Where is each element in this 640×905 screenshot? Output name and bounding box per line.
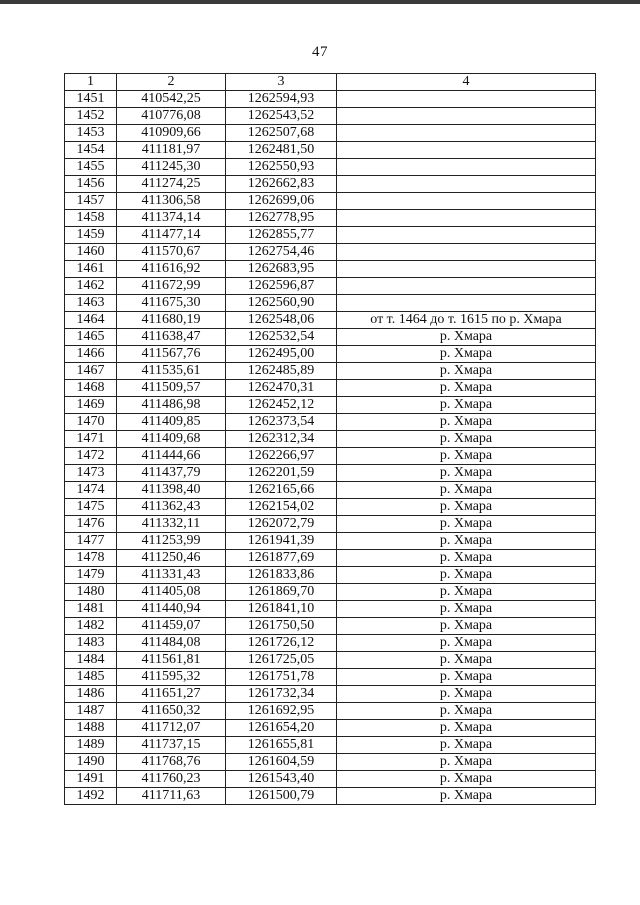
x-coordinate-cell: 411535,61: [117, 363, 226, 380]
table-body: [65, 91, 596, 805]
y-coordinate-cell: 1262596,87: [226, 278, 337, 295]
x-coordinate-cell: 411638,47: [117, 329, 226, 346]
y-coordinate-cell: 1261604,59: [226, 754, 337, 771]
x-coordinate-cell: 411570,67: [117, 244, 226, 261]
description-cell: р. Хмара: [337, 482, 596, 499]
x-coordinate-cell: 411274,25: [117, 176, 226, 193]
x-coordinate-cell: 411672,99: [117, 278, 226, 295]
description-cell: [337, 108, 596, 125]
point-number-cell: 1477: [65, 533, 117, 550]
y-coordinate-cell: 1261877,69: [226, 550, 337, 567]
point-number-cell: 1463: [65, 295, 117, 312]
x-coordinate-cell: 411486,98: [117, 397, 226, 414]
point-number-cell: 1453: [65, 125, 117, 142]
point-number-cell: 1483: [65, 635, 117, 652]
table-row: [65, 176, 596, 193]
y-coordinate-cell: 1262072,79: [226, 516, 337, 533]
point-number-cell: 1462: [65, 278, 117, 295]
y-coordinate-cell: 1261732,34: [226, 686, 337, 703]
x-coordinate-cell: 411398,40: [117, 482, 226, 499]
table-row: [65, 533, 596, 550]
table-row: [65, 754, 596, 771]
coordinates-table: [64, 73, 596, 805]
y-coordinate-cell: 1262312,34: [226, 431, 337, 448]
description-cell: р. Хмара: [337, 499, 596, 516]
point-number-cell: 1470: [65, 414, 117, 431]
table-row: [65, 142, 596, 159]
x-coordinate-cell: 411595,32: [117, 669, 226, 686]
table-row: [65, 312, 596, 329]
description-cell: р. Хмара: [337, 703, 596, 720]
description-cell: р. Хмара: [337, 448, 596, 465]
point-number-cell: 1460: [65, 244, 117, 261]
table-row: [65, 686, 596, 703]
y-coordinate-cell: 1262532,54: [226, 329, 337, 346]
point-number-cell: 1471: [65, 431, 117, 448]
x-coordinate-cell: 411484,08: [117, 635, 226, 652]
point-number-cell: 1458: [65, 210, 117, 227]
x-coordinate-cell: 411650,32: [117, 703, 226, 720]
point-number-cell: 1491: [65, 771, 117, 788]
point-number-cell: 1459: [65, 227, 117, 244]
description-cell: [337, 295, 596, 312]
description-cell: р. Хмара: [337, 720, 596, 737]
y-coordinate-cell: 1261869,70: [226, 584, 337, 601]
description-cell: р. Хмара: [337, 652, 596, 669]
point-number-cell: 1481: [65, 601, 117, 618]
y-coordinate-cell: 1261500,79: [226, 788, 337, 805]
description-cell: р. Хмара: [337, 635, 596, 652]
table-row: [65, 635, 596, 652]
point-number-cell: 1472: [65, 448, 117, 465]
table-row: [65, 108, 596, 125]
table-row: [65, 278, 596, 295]
y-coordinate-cell: 1261655,81: [226, 737, 337, 754]
point-number-cell: 1480: [65, 584, 117, 601]
description-cell: р. Хмара: [337, 601, 596, 618]
x-coordinate-cell: 410909,66: [117, 125, 226, 142]
point-number-cell: 1461: [65, 261, 117, 278]
table-row: [65, 465, 596, 482]
x-coordinate-cell: 411331,43: [117, 567, 226, 584]
x-coordinate-cell: 411616,92: [117, 261, 226, 278]
table-row: [65, 363, 596, 380]
y-coordinate-cell: 1261543,40: [226, 771, 337, 788]
table-row: [65, 91, 596, 108]
description-cell: [337, 261, 596, 278]
x-coordinate-cell: 411737,15: [117, 737, 226, 754]
table-row: [65, 499, 596, 516]
x-coordinate-cell: 411561,81: [117, 652, 226, 669]
x-coordinate-cell: 411374,14: [117, 210, 226, 227]
y-coordinate-cell: 1261726,12: [226, 635, 337, 652]
x-coordinate-cell: 410542,25: [117, 91, 226, 108]
point-number-cell: 1489: [65, 737, 117, 754]
table-row: [65, 261, 596, 278]
table-row: [65, 703, 596, 720]
y-coordinate-cell: 1262481,50: [226, 142, 337, 159]
y-coordinate-cell: 1262507,68: [226, 125, 337, 142]
description-cell: р. Хмара: [337, 754, 596, 771]
description-cell: р. Хмара: [337, 669, 596, 686]
description-cell: р. Хмара: [337, 397, 596, 414]
x-coordinate-cell: 411306,58: [117, 193, 226, 210]
x-coordinate-cell: 411477,14: [117, 227, 226, 244]
point-number-cell: 1467: [65, 363, 117, 380]
y-coordinate-cell: 1262154,02: [226, 499, 337, 516]
point-number-cell: 1468: [65, 380, 117, 397]
x-coordinate-cell: 411651,27: [117, 686, 226, 703]
table-row: [65, 329, 596, 346]
x-coordinate-cell: 410776,08: [117, 108, 226, 125]
table-row: [65, 159, 596, 176]
x-coordinate-cell: 411567,76: [117, 346, 226, 363]
y-coordinate-cell: 1261725,05: [226, 652, 337, 669]
page-number: 47: [312, 44, 328, 60]
description-cell: [337, 193, 596, 210]
point-number-cell: 1465: [65, 329, 117, 346]
scan-top-border: [0, 0, 640, 4]
column-header-point-number: 1: [65, 74, 117, 91]
y-coordinate-cell: 1261941,39: [226, 533, 337, 550]
y-coordinate-cell: 1262470,31: [226, 380, 337, 397]
x-coordinate-cell: 411181,97: [117, 142, 226, 159]
y-coordinate-cell: 1262778,95: [226, 210, 337, 227]
x-coordinate-cell: 411768,76: [117, 754, 226, 771]
y-coordinate-cell: 1262495,00: [226, 346, 337, 363]
description-cell: р. Хмара: [337, 737, 596, 754]
x-coordinate-cell: 411711,63: [117, 788, 226, 805]
description-cell: р. Хмара: [337, 567, 596, 584]
y-coordinate-cell: 1262165,66: [226, 482, 337, 499]
table-row: [65, 227, 596, 244]
table-row: [65, 771, 596, 788]
description-cell: р. Хмара: [337, 431, 596, 448]
x-coordinate-cell: 411712,07: [117, 720, 226, 737]
table-row: [65, 669, 596, 686]
description-cell: р. Хмара: [337, 516, 596, 533]
table-row: [65, 720, 596, 737]
y-coordinate-cell: 1262754,46: [226, 244, 337, 261]
point-number-cell: 1485: [65, 669, 117, 686]
description-cell: [337, 125, 596, 142]
x-coordinate-cell: 411437,79: [117, 465, 226, 482]
description-cell: [337, 278, 596, 295]
x-coordinate-cell: 411245,30: [117, 159, 226, 176]
table-row: [65, 618, 596, 635]
x-coordinate-cell: 411459,07: [117, 618, 226, 635]
table-row: [65, 295, 596, 312]
point-number-cell: 1476: [65, 516, 117, 533]
y-coordinate-cell: 1262201,59: [226, 465, 337, 482]
description-cell: р. Хмара: [337, 363, 596, 380]
table-row: [65, 431, 596, 448]
point-number-cell: 1464: [65, 312, 117, 329]
description-cell: р. Хмара: [337, 788, 596, 805]
x-coordinate-cell: 411760,23: [117, 771, 226, 788]
x-coordinate-cell: 411409,68: [117, 431, 226, 448]
column-header-description: 4: [337, 74, 596, 91]
description-cell: [337, 176, 596, 193]
y-coordinate-cell: 1262594,93: [226, 91, 337, 108]
point-number-cell: 1475: [65, 499, 117, 516]
table-row: [65, 516, 596, 533]
x-coordinate-cell: 411440,94: [117, 601, 226, 618]
table-row: [65, 652, 596, 669]
table-row: [65, 448, 596, 465]
table-row: [65, 380, 596, 397]
y-coordinate-cell: 1262662,83: [226, 176, 337, 193]
point-number-cell: 1479: [65, 567, 117, 584]
y-coordinate-cell: 1261692,95: [226, 703, 337, 720]
description-cell: [337, 244, 596, 261]
y-coordinate-cell: 1261750,50: [226, 618, 337, 635]
table-row: [65, 414, 596, 431]
table-row: [65, 601, 596, 618]
column-header-x-coordinate: 2: [117, 74, 226, 91]
point-number-cell: 1487: [65, 703, 117, 720]
description-cell: р. Хмара: [337, 329, 596, 346]
description-cell: [337, 159, 596, 176]
x-coordinate-cell: 411444,66: [117, 448, 226, 465]
point-number-cell: 1466: [65, 346, 117, 363]
table-row: [65, 397, 596, 414]
x-coordinate-cell: 411253,99: [117, 533, 226, 550]
table-header-row: [65, 74, 596, 91]
y-coordinate-cell: 1262266,97: [226, 448, 337, 465]
table-row: [65, 346, 596, 363]
table-row: [65, 584, 596, 601]
point-number-cell: 1456: [65, 176, 117, 193]
point-number-cell: 1451: [65, 91, 117, 108]
x-coordinate-cell: 411509,57: [117, 380, 226, 397]
table-row: [65, 210, 596, 227]
y-coordinate-cell: 1261751,78: [226, 669, 337, 686]
table-row: [65, 567, 596, 584]
y-coordinate-cell: 1262373,54: [226, 414, 337, 431]
point-number-cell: 1490: [65, 754, 117, 771]
column-header-y-coordinate: 3: [226, 74, 337, 91]
description-cell: р. Хмара: [337, 533, 596, 550]
table-row: [65, 193, 596, 210]
point-number-cell: 1457: [65, 193, 117, 210]
description-cell: р. Хмара: [337, 550, 596, 567]
description-cell: [337, 210, 596, 227]
description-cell: р. Хмара: [337, 771, 596, 788]
table-row: [65, 482, 596, 499]
point-number-cell: 1478: [65, 550, 117, 567]
description-cell: р. Хмара: [337, 346, 596, 363]
y-coordinate-cell: 1262452,12: [226, 397, 337, 414]
table-row: [65, 550, 596, 567]
y-coordinate-cell: 1261833,86: [226, 567, 337, 584]
description-cell: р. Хмара: [337, 686, 596, 703]
y-coordinate-cell: 1261654,20: [226, 720, 337, 737]
x-coordinate-cell: 411250,46: [117, 550, 226, 567]
point-number-cell: 1488: [65, 720, 117, 737]
point-number-cell: 1484: [65, 652, 117, 669]
point-number-cell: 1469: [65, 397, 117, 414]
x-coordinate-cell: 411680,19: [117, 312, 226, 329]
point-number-cell: 1452: [65, 108, 117, 125]
x-coordinate-cell: 411409,85: [117, 414, 226, 431]
y-coordinate-cell: 1261841,10: [226, 601, 337, 618]
x-coordinate-cell: 411332,11: [117, 516, 226, 533]
description-cell: р. Хмара: [337, 414, 596, 431]
description-cell: р. Хмара: [337, 584, 596, 601]
y-coordinate-cell: 1262855,77: [226, 227, 337, 244]
description-cell: р. Хмара: [337, 380, 596, 397]
description-cell: от т. 1464 до т. 1615 по р. Хмара: [337, 312, 596, 329]
point-number-cell: 1473: [65, 465, 117, 482]
y-coordinate-cell: 1262548,06: [226, 312, 337, 329]
description-cell: [337, 91, 596, 108]
point-number-cell: 1482: [65, 618, 117, 635]
x-coordinate-cell: 411362,43: [117, 499, 226, 516]
description-cell: р. Хмара: [337, 465, 596, 482]
y-coordinate-cell: 1262543,52: [226, 108, 337, 125]
point-number-cell: 1492: [65, 788, 117, 805]
x-coordinate-cell: 411405,08: [117, 584, 226, 601]
description-cell: [337, 227, 596, 244]
description-cell: [337, 142, 596, 159]
y-coordinate-cell: 1262683,95: [226, 261, 337, 278]
point-number-cell: 1454: [65, 142, 117, 159]
x-coordinate-cell: 411675,30: [117, 295, 226, 312]
table-row: [65, 244, 596, 261]
y-coordinate-cell: 1262550,93: [226, 159, 337, 176]
y-coordinate-cell: 1262560,90: [226, 295, 337, 312]
table-row: [65, 737, 596, 754]
point-number-cell: 1474: [65, 482, 117, 499]
table-row: [65, 788, 596, 805]
table-row: [65, 125, 596, 142]
y-coordinate-cell: 1262699,06: [226, 193, 337, 210]
description-cell: р. Хмара: [337, 618, 596, 635]
y-coordinate-cell: 1262485,89: [226, 363, 337, 380]
point-number-cell: 1455: [65, 159, 117, 176]
point-number-cell: 1486: [65, 686, 117, 703]
